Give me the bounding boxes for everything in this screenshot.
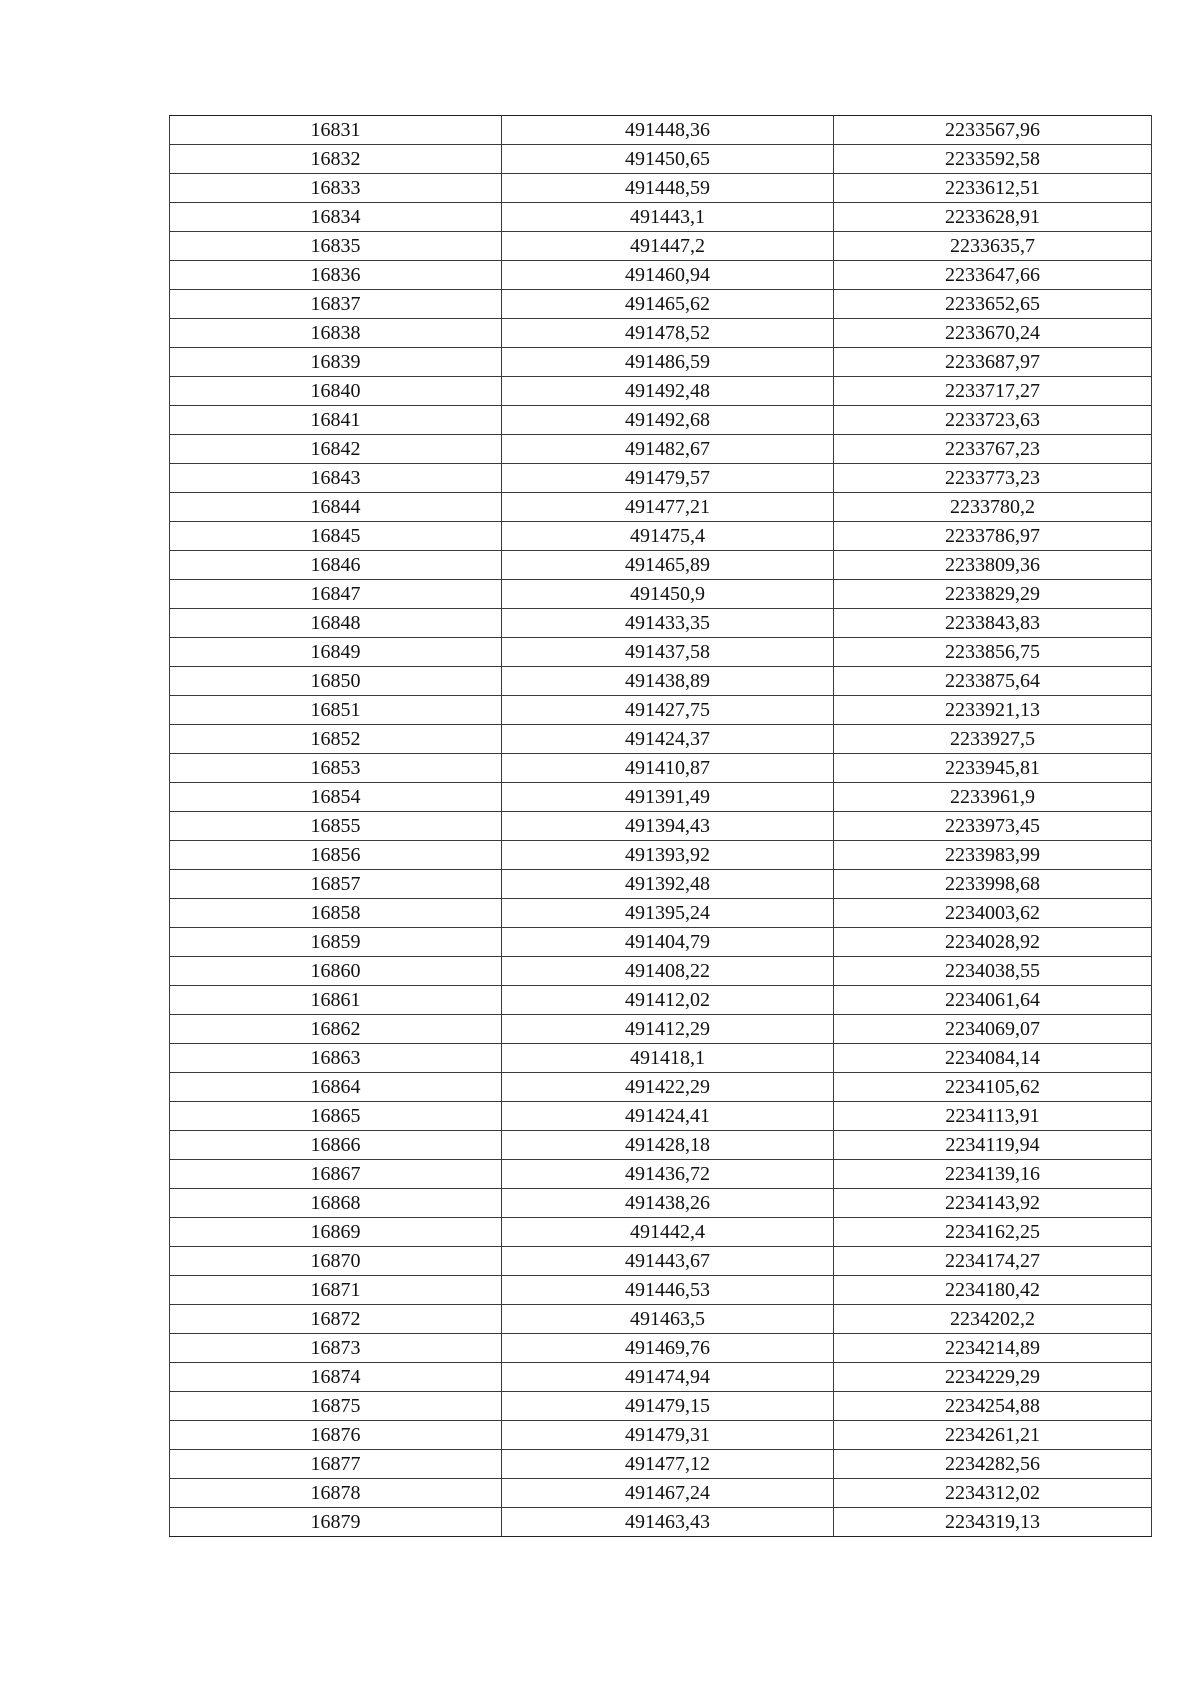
point-number-cell: 16841 [170,406,502,435]
x-coordinate-cell: 491450,9 [502,580,834,609]
x-coordinate-cell: 491408,22 [502,957,834,986]
x-coordinate-cell: 491418,1 [502,1044,834,1073]
point-number-cell: 16842 [170,435,502,464]
y-coordinate-cell: 2233723,63 [834,406,1152,435]
point-number-cell: 16838 [170,319,502,348]
point-number-cell: 16874 [170,1363,502,1392]
y-coordinate-cell: 2234038,55 [834,957,1152,986]
table-row [170,1218,1152,1247]
point-number-cell: 16832 [170,145,502,174]
x-coordinate-cell: 491460,94 [502,261,834,290]
x-coordinate-cell: 491492,68 [502,406,834,435]
point-number-cell: 16831 [170,116,502,145]
table-row [170,1160,1152,1189]
point-number-cell: 16855 [170,812,502,841]
table-row [170,145,1152,174]
point-number-cell: 16877 [170,1450,502,1479]
point-number-cell: 16867 [170,1160,502,1189]
x-coordinate-cell: 491436,72 [502,1160,834,1189]
point-number-cell: 16868 [170,1189,502,1218]
table-row [170,1508,1152,1537]
point-number-cell: 16859 [170,928,502,957]
x-coordinate-cell: 491479,31 [502,1421,834,1450]
x-coordinate-cell: 491450,65 [502,145,834,174]
x-coordinate-cell: 491463,5 [502,1305,834,1334]
y-coordinate-cell: 2234061,64 [834,986,1152,1015]
point-number-cell: 16834 [170,203,502,232]
table-row [170,1334,1152,1363]
y-coordinate-cell: 2233767,23 [834,435,1152,464]
y-coordinate-cell: 2234139,16 [834,1160,1152,1189]
x-coordinate-cell: 491438,89 [502,667,834,696]
point-number-cell: 16852 [170,725,502,754]
table-row [170,377,1152,406]
x-coordinate-cell: 491492,48 [502,377,834,406]
x-coordinate-cell: 491443,67 [502,1247,834,1276]
x-coordinate-cell: 491479,15 [502,1392,834,1421]
table-row [170,1305,1152,1334]
y-coordinate-cell: 2233773,23 [834,464,1152,493]
table-row [170,696,1152,725]
table-row [170,290,1152,319]
y-coordinate-cell: 2233592,58 [834,145,1152,174]
table-row [170,464,1152,493]
table-row [170,1015,1152,1044]
y-coordinate-cell: 2233998,68 [834,870,1152,899]
table-row [170,232,1152,261]
x-coordinate-cell: 491394,43 [502,812,834,841]
point-number-cell: 16839 [170,348,502,377]
table-row [170,957,1152,986]
table-row [170,493,1152,522]
point-number-cell: 16836 [170,261,502,290]
table-row [170,1044,1152,1073]
point-number-cell: 16833 [170,174,502,203]
point-number-cell: 16848 [170,609,502,638]
y-coordinate-cell: 2233786,97 [834,522,1152,551]
table-row [170,986,1152,1015]
x-coordinate-cell: 491465,62 [502,290,834,319]
table-row [170,1276,1152,1305]
y-coordinate-cell: 2234028,92 [834,928,1152,957]
y-coordinate-cell: 2234180,42 [834,1276,1152,1305]
y-coordinate-cell: 2234282,56 [834,1450,1152,1479]
point-number-cell: 16878 [170,1479,502,1508]
table-row [170,1363,1152,1392]
x-coordinate-cell: 491428,18 [502,1131,834,1160]
y-coordinate-cell: 2234202,2 [834,1305,1152,1334]
point-number-cell: 16869 [170,1218,502,1247]
table-row [170,754,1152,783]
y-coordinate-cell: 2233687,97 [834,348,1152,377]
y-coordinate-cell: 2234143,92 [834,1189,1152,1218]
point-number-cell: 16840 [170,377,502,406]
point-number-cell: 16865 [170,1102,502,1131]
point-number-cell: 16879 [170,1508,502,1537]
point-number-cell: 16853 [170,754,502,783]
y-coordinate-cell: 2234254,88 [834,1392,1152,1421]
y-coordinate-cell: 2234113,91 [834,1102,1152,1131]
table-row [170,203,1152,232]
y-coordinate-cell: 2233809,36 [834,551,1152,580]
table-row [170,841,1152,870]
x-coordinate-cell: 491412,29 [502,1015,834,1044]
y-coordinate-cell: 2233875,64 [834,667,1152,696]
point-number-cell: 16845 [170,522,502,551]
x-coordinate-cell: 491391,49 [502,783,834,812]
point-number-cell: 16846 [170,551,502,580]
table-row [170,551,1152,580]
table-row [170,1073,1152,1102]
point-number-cell: 16850 [170,667,502,696]
point-number-cell: 16875 [170,1392,502,1421]
point-number-cell: 16861 [170,986,502,1015]
y-coordinate-cell: 2233670,24 [834,319,1152,348]
x-coordinate-cell: 491467,24 [502,1479,834,1508]
point-number-cell: 16847 [170,580,502,609]
table-row [170,522,1152,551]
table-row [170,1479,1152,1508]
y-coordinate-cell: 2233983,99 [834,841,1152,870]
point-number-cell: 16849 [170,638,502,667]
coordinates-table-body [170,116,1152,1537]
x-coordinate-cell: 491447,2 [502,232,834,261]
table-row [170,783,1152,812]
table-row [170,667,1152,696]
y-coordinate-cell: 2233945,81 [834,754,1152,783]
x-coordinate-cell: 491424,41 [502,1102,834,1131]
x-coordinate-cell: 491465,89 [502,551,834,580]
point-number-cell: 16870 [170,1247,502,1276]
point-number-cell: 16876 [170,1421,502,1450]
y-coordinate-cell: 2233973,45 [834,812,1152,841]
point-number-cell: 16856 [170,841,502,870]
x-coordinate-cell: 491427,75 [502,696,834,725]
y-coordinate-cell: 2234319,13 [834,1508,1152,1537]
y-coordinate-cell: 2234003,62 [834,899,1152,928]
table-row [170,870,1152,899]
table-row [170,1421,1152,1450]
x-coordinate-cell: 491395,24 [502,899,834,928]
y-coordinate-cell: 2234084,14 [834,1044,1152,1073]
x-coordinate-cell: 491478,52 [502,319,834,348]
table-row [170,1247,1152,1276]
table-row [170,116,1152,145]
table-row [170,580,1152,609]
x-coordinate-cell: 491443,1 [502,203,834,232]
y-coordinate-cell: 2233628,91 [834,203,1152,232]
x-coordinate-cell: 491475,4 [502,522,834,551]
point-number-cell: 16866 [170,1131,502,1160]
x-coordinate-cell: 491392,48 [502,870,834,899]
x-coordinate-cell: 491463,43 [502,1508,834,1537]
table-row [170,725,1152,754]
x-coordinate-cell: 491442,4 [502,1218,834,1247]
table-row [170,1450,1152,1479]
y-coordinate-cell: 2233927,5 [834,725,1152,754]
x-coordinate-cell: 491448,36 [502,116,834,145]
y-coordinate-cell: 2233567,96 [834,116,1152,145]
point-number-cell: 16857 [170,870,502,899]
x-coordinate-cell: 491393,92 [502,841,834,870]
point-number-cell: 16851 [170,696,502,725]
point-number-cell: 16864 [170,1073,502,1102]
y-coordinate-cell: 2234105,62 [834,1073,1152,1102]
point-number-cell: 16835 [170,232,502,261]
point-number-cell: 16844 [170,493,502,522]
y-coordinate-cell: 2233843,83 [834,609,1152,638]
y-coordinate-cell: 2233635,7 [834,232,1152,261]
x-coordinate-cell: 491422,29 [502,1073,834,1102]
point-number-cell: 16872 [170,1305,502,1334]
point-number-cell: 16858 [170,899,502,928]
x-coordinate-cell: 491410,87 [502,754,834,783]
y-coordinate-cell: 2234069,07 [834,1015,1152,1044]
point-number-cell: 16871 [170,1276,502,1305]
y-coordinate-cell: 2233961,9 [834,783,1152,812]
table-row [170,1102,1152,1131]
x-coordinate-cell: 491404,79 [502,928,834,957]
x-coordinate-cell: 491486,59 [502,348,834,377]
x-coordinate-cell: 491438,26 [502,1189,834,1218]
x-coordinate-cell: 491477,12 [502,1450,834,1479]
point-number-cell: 16843 [170,464,502,493]
x-coordinate-cell: 491433,35 [502,609,834,638]
y-coordinate-cell: 2233612,51 [834,174,1152,203]
table-row [170,899,1152,928]
point-number-cell: 16860 [170,957,502,986]
table-row [170,928,1152,957]
x-coordinate-cell: 491469,76 [502,1334,834,1363]
x-coordinate-cell: 491482,67 [502,435,834,464]
x-coordinate-cell: 491479,57 [502,464,834,493]
y-coordinate-cell: 2234312,02 [834,1479,1152,1508]
y-coordinate-cell: 2234229,29 [834,1363,1152,1392]
point-number-cell: 16873 [170,1334,502,1363]
y-coordinate-cell: 2234261,21 [834,1421,1152,1450]
table-row [170,1189,1152,1218]
point-number-cell: 16862 [170,1015,502,1044]
y-coordinate-cell: 2233856,75 [834,638,1152,667]
y-coordinate-cell: 2233717,27 [834,377,1152,406]
table-row [170,1392,1152,1421]
coordinates-table [169,115,1152,1537]
y-coordinate-cell: 2234174,27 [834,1247,1152,1276]
x-coordinate-cell: 491448,59 [502,174,834,203]
y-coordinate-cell: 2234119,94 [834,1131,1152,1160]
point-number-cell: 16837 [170,290,502,319]
y-coordinate-cell: 2233780,2 [834,493,1152,522]
table-row [170,812,1152,841]
x-coordinate-cell: 491474,94 [502,1363,834,1392]
table-row [170,435,1152,464]
table-row [170,638,1152,667]
x-coordinate-cell: 491446,53 [502,1276,834,1305]
x-coordinate-cell: 491424,37 [502,725,834,754]
x-coordinate-cell: 491477,21 [502,493,834,522]
y-coordinate-cell: 2234162,25 [834,1218,1152,1247]
table-row [170,174,1152,203]
x-coordinate-cell: 491437,58 [502,638,834,667]
y-coordinate-cell: 2233829,29 [834,580,1152,609]
y-coordinate-cell: 2234214,89 [834,1334,1152,1363]
table-row [170,348,1152,377]
table-row [170,261,1152,290]
x-coordinate-cell: 491412,02 [502,986,834,1015]
y-coordinate-cell: 2233647,66 [834,261,1152,290]
table-row [170,319,1152,348]
point-number-cell: 16863 [170,1044,502,1073]
table-row [170,406,1152,435]
y-coordinate-cell: 2233652,65 [834,290,1152,319]
table-row [170,1131,1152,1160]
table-row [170,609,1152,638]
point-number-cell: 16854 [170,783,502,812]
y-coordinate-cell: 2233921,13 [834,696,1152,725]
